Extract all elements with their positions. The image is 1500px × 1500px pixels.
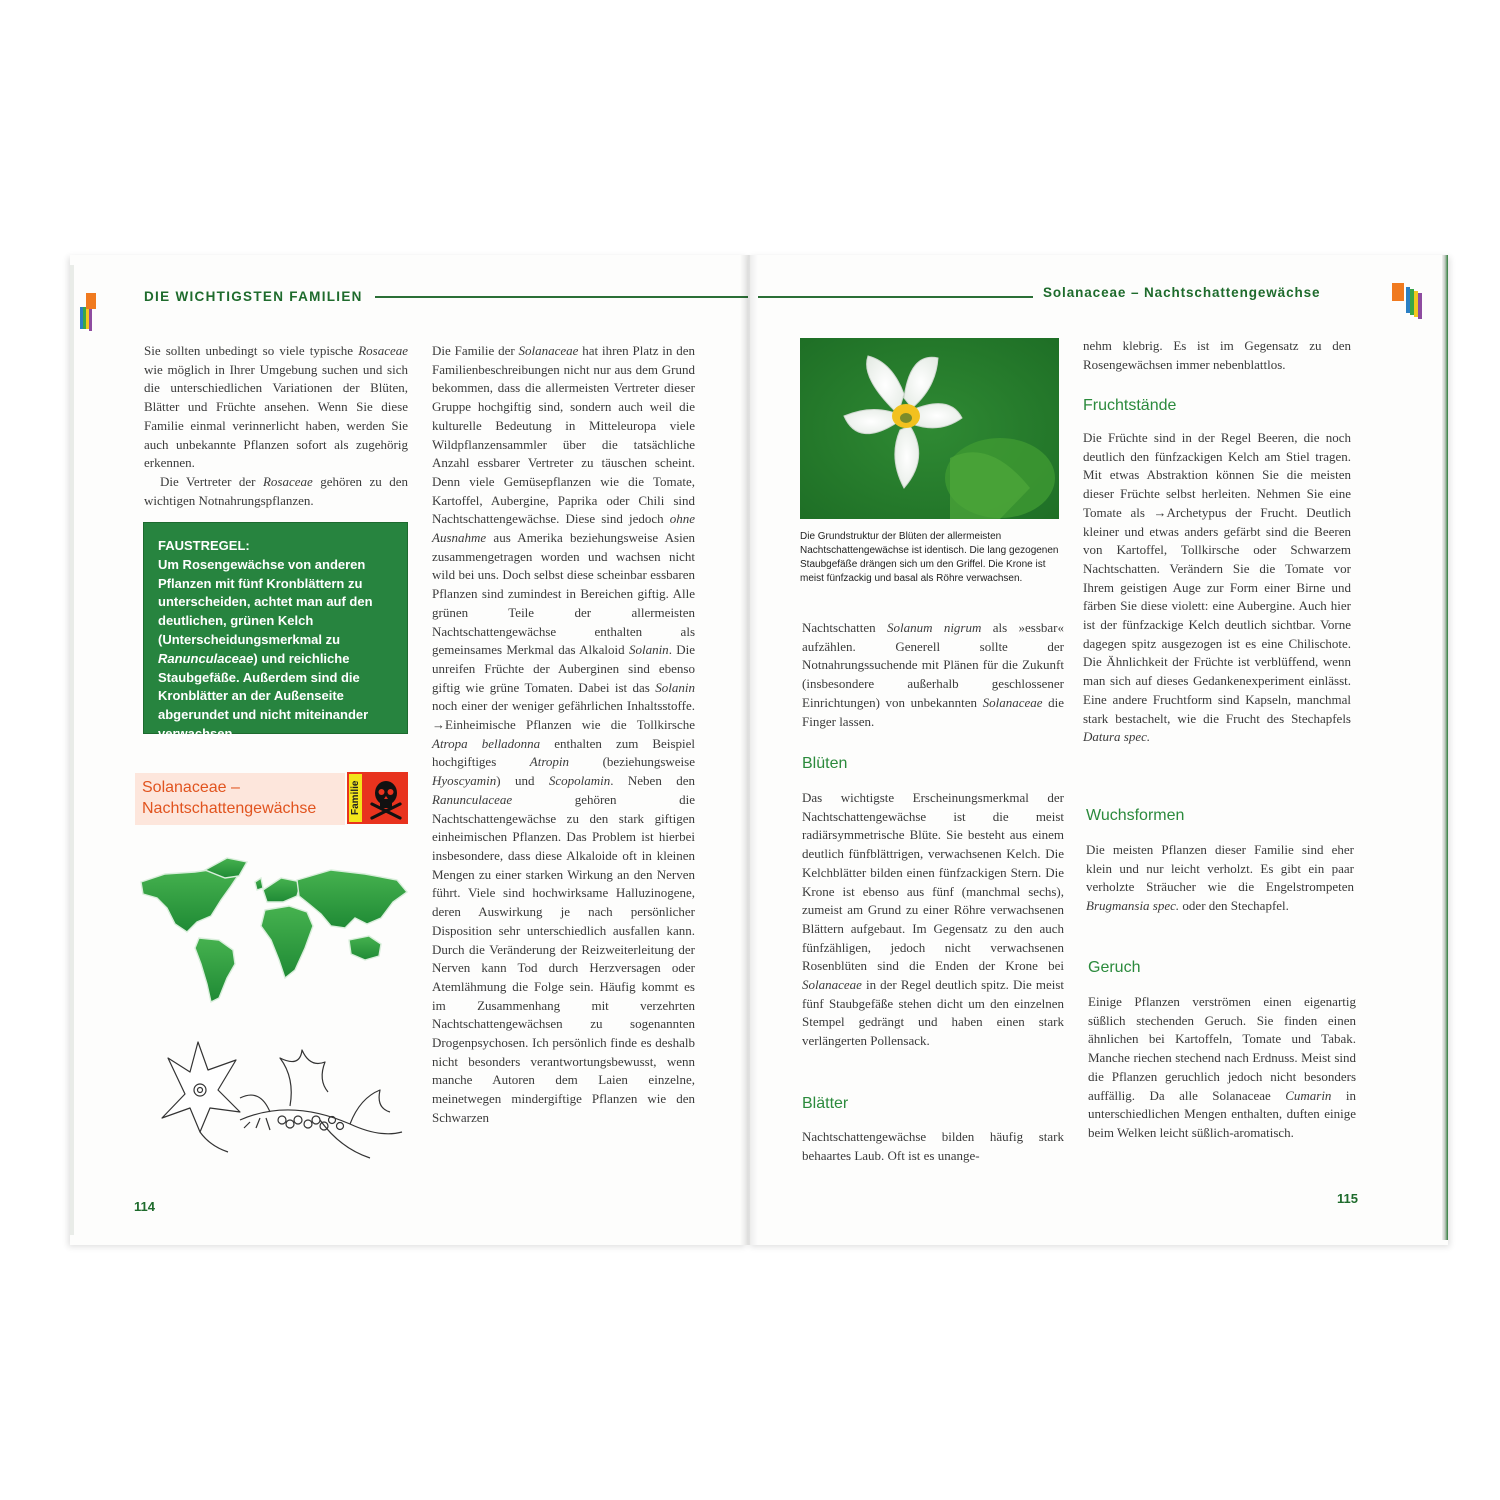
- right-thumb-tabs: [1392, 283, 1432, 323]
- left-thumb-tabs: [72, 293, 96, 333]
- page-number-left: 114: [134, 1199, 155, 1214]
- open-book: [70, 255, 1450, 1250]
- header-rule-left: [375, 296, 748, 298]
- right-column-1-blaetter: Nachtschattengewächse bilden häufig stark behaartes Laub. Oft ist es unange-: [802, 1129, 1064, 1163]
- left-page: [70, 255, 748, 1245]
- header-rule-right: [758, 296, 1033, 298]
- right-column-1-intro: Nachtschatten Solanum nigrum als »essbar« aufzählen. Generell sollte der Notnahrungssuchende mit Plänen für die Zukunft (insbesondere außerhalb geschlossener Einrichtungen) von unbekannten Solanaceae die Finger lassen.: [802, 620, 1064, 729]
- page-number-right: 115: [1337, 1191, 1358, 1206]
- heading-wuchsformen: Wuchsformen: [1086, 807, 1185, 824]
- left-column-2: Die Familie der Solanaceae hat ihren Platz in den Familienbeschreibungen nicht nur aus dem Grund bekommen, dass die allermeisten Vertreter dieser Gruppe hochgiftig sind, sondern auch weil die kulturelle Bedeutung in Mitteleuropa viele Wildpflanzensammler über die tatsächliche Anzahl essbarer Vertreter zu täuschen scheint. Denn viele Gemüsepflanzen wie die Tomate, Kartoffel, Aubergine, Paprika oder Chili sind Nachtschattengewächse. Diese sind jedoch ohne Ausnahme aus Amerika beziehungsweise Asien zusammengetragen worden und wachsen nicht wild bei uns. Doch selbst diese scheinbar essbaren Pflanzen sind zumindest in Bereichen giftig. Alle grünen Teile der allermeisten Nachtschattengewächse enthalten als gemeinsames Merkmal das Alkaloid Solanin. Die unreifen Früchte der Auberginen sind ebenso giftig wie grüne Tomaten. Dabei ist das Solanin noch einer der weniger gefährlichen Inhaltsstoffe. →Einheimische Pflanzen wie die Tollkirsche Atropa belladonna enthalten zum Beispiel hochgiftiges Atropin (beziehungsweise Hyoscyamin) und Scopolamin. Neben den Ranunculaceae gehören die Nachtschattengewächse zu den stark giftigen einheimischen Pflanzen. Das Problem ist hierbei insbesondere, dass diese Alkaloide oft in kleinen Mengen zu einer starken Wirkung an den Nerven führt. Viele sind hochwirksame Halluzinogene, deren Auswirkung je nach persönlicher Disposition sehr unterschiedlich ausfallen kann. Durch die Veränderung der Reizweiterleitung der Nerven kann Tod durch Herzversagen oder Atemlähmung die Folge sein. Häufig kommt es im Zusammenhang mit verzehrten Nachtschattengewächsen zu sogenannten Drogenpsychosen. Ich persönlich finde es deshalb nicht besonders verantwortungsbewusst, wenn manche Autoren dem Laien einzelne, meinetwegen mindergiftige Pflanzen wie den Schwarzen: [432, 343, 695, 1125]
- right-column-2-wuchs: Die meisten Pflanzen dieser Familie sind eher klein und nur leicht verholzt. Es gibt ein paar verholzte Sträucher wie die Engelstrompeten Brugmansia spec. oder den Stechapfel.: [1086, 842, 1354, 914]
- plant-drawing-icon: [140, 1028, 410, 1168]
- right-column-2-geruch: Einige Pflanzen verströmen einen eigenartig süßlich stechenden Geruch. Sie finden einen ähnlichen bei Kartoffeln, Tomate und Tabak. Manche riechen stechend nach Erdnuss. Meist sind die Pflanzen geruchlich jedoch nicht besonders auffällig. Da alle Solanaceae Cumarin in unterschiedlichen Mengen enthalten, duften einige beim Welken leicht süßlich-aromatisch.: [1088, 994, 1356, 1140]
- skull-crossbones-icon: [366, 776, 406, 820]
- family-title: Solanaceae – Nachtschattengewächse: [142, 779, 317, 817]
- heading-fruchtstaende: Fruchtstände: [1083, 397, 1177, 414]
- left-page-edge: [70, 265, 74, 1235]
- heading-blueten: Blüten: [802, 755, 848, 772]
- right-column-2-frucht: Die Früchte sind in der Regel Beeren, die noch deutlich den fünfzackigen Kelch am Stiel tragen. Mit etwas Abstraktion können Sie die meisten dieser Früchte selbst herleiten. Nehmen Sie eine Tomate als →Archetypus der Frucht. Deutlich kleiner und etwas anders gefärbt sind die Beeren von Kartoffel, Tollkirsche oder Schwarzem Nachtschatten. Verändern Sie die Tomate vor Ihrem geistigen Auge zur Form einer Birne und färben Sie diese violett: eine Aubergine. Auch hier ist der fünfzackige Kelch deutlich sichtbar. Vorne dagegen spitz ausgezogen ist es eine Chilischote. Die Ähnlichkeit der Früchte ist verblüffend, wenn man sich auf dieses Gedankenexperiment einlässt. Eine andere Fruchtform sind Kapseln, manchmal stark bestachelt, wie die Frucht des Stechapfels Datura spec.: [1083, 430, 1351, 745]
- right-column-1-blueten: Das wichtigste Erscheinungsmerkmal der Nachtschattengewächse ist die meist radiärsymmetrische Blüte. Sie besteht aus einem deutlich fünfblättrigen, verwachsenen Kelch. Die Kelchblätter bilden einen fünfzackigen Stern. Die Krone ist ebenso aus fünf (manchmal sechs), zumeist am Grund zu einer Röhre verwachsenen Blättern aufgebaut. Im Gegensatz zu den auch fünfzähligen, jedoch nicht verwachsenen Rosenblüten sind die Enden der Krone bei Solanaceae in der Regel deutlich spitz. Die meist fünf Staubgefäße stehen dicht um den einzelnen Stempel gedrängt und haben einen stark verlängerten Pollensack.: [802, 790, 1064, 1049]
- family-tag-label: Familie: [349, 774, 362, 822]
- faustregel-box: FAUSTREGEL: Um Rosengewächse von anderen Pflanzen mit fünf Kronblättern zu unterscheiden, achtet man auf den deutlichen, grünen Kelch (Unterscheidungsmerkmal zu Ranunculaceae) und reichliche Staubgefäße. Außerdem sind die Kronblätter an der Außenseite abgerundet und nicht miteinander verwachsen.: [143, 522, 408, 734]
- heading-blaetter: Blätter: [802, 1095, 849, 1112]
- right-page-edge: [1442, 255, 1448, 1240]
- left-column-1: Sie sollten unbedingt so viele typische Rosaceae wie möglich in Ihrer Umgebung suchen und sich die unterschiedlichen Variationen der Blüten, Blätter und Früchte ansehen. Wenn Sie diese Familie einmal verinnerlicht haben, werden Sie auch unbekannte Pflanzen sofort als zugehörig erkennen. Die Vertreter der Rosaceae gehören zu den wichtigen Notnahrungspflanzen.: [144, 343, 408, 508]
- running-head-right: Solanaceae – Nachtschattengewächse: [1043, 285, 1321, 300]
- faustregel-heading: FAUSTREGEL:: [158, 538, 250, 553]
- world-map-icon: [135, 852, 415, 1010]
- flower-photo-icon: [800, 338, 1059, 519]
- running-head-left: DIE WICHTIGSTEN FAMILIEN: [144, 289, 363, 304]
- heading-geruch: Geruch: [1088, 959, 1141, 976]
- right-column-2-cont: nehm klebrig. Es ist im Gegensatz zu den Rosengewächsen immer nebenblattlos.: [1083, 338, 1351, 372]
- book-gutter: [740, 255, 758, 1245]
- photo-caption: Die Grundstruktur der Blüten der allermeisten Nachtschattengewächse ist identisch. Die lang gezogenen Staubgefäße drängen sich um den Griffel. Die Krone ist meist fünfzackig und basal als Röhre verwachsen.: [800, 531, 1059, 584]
